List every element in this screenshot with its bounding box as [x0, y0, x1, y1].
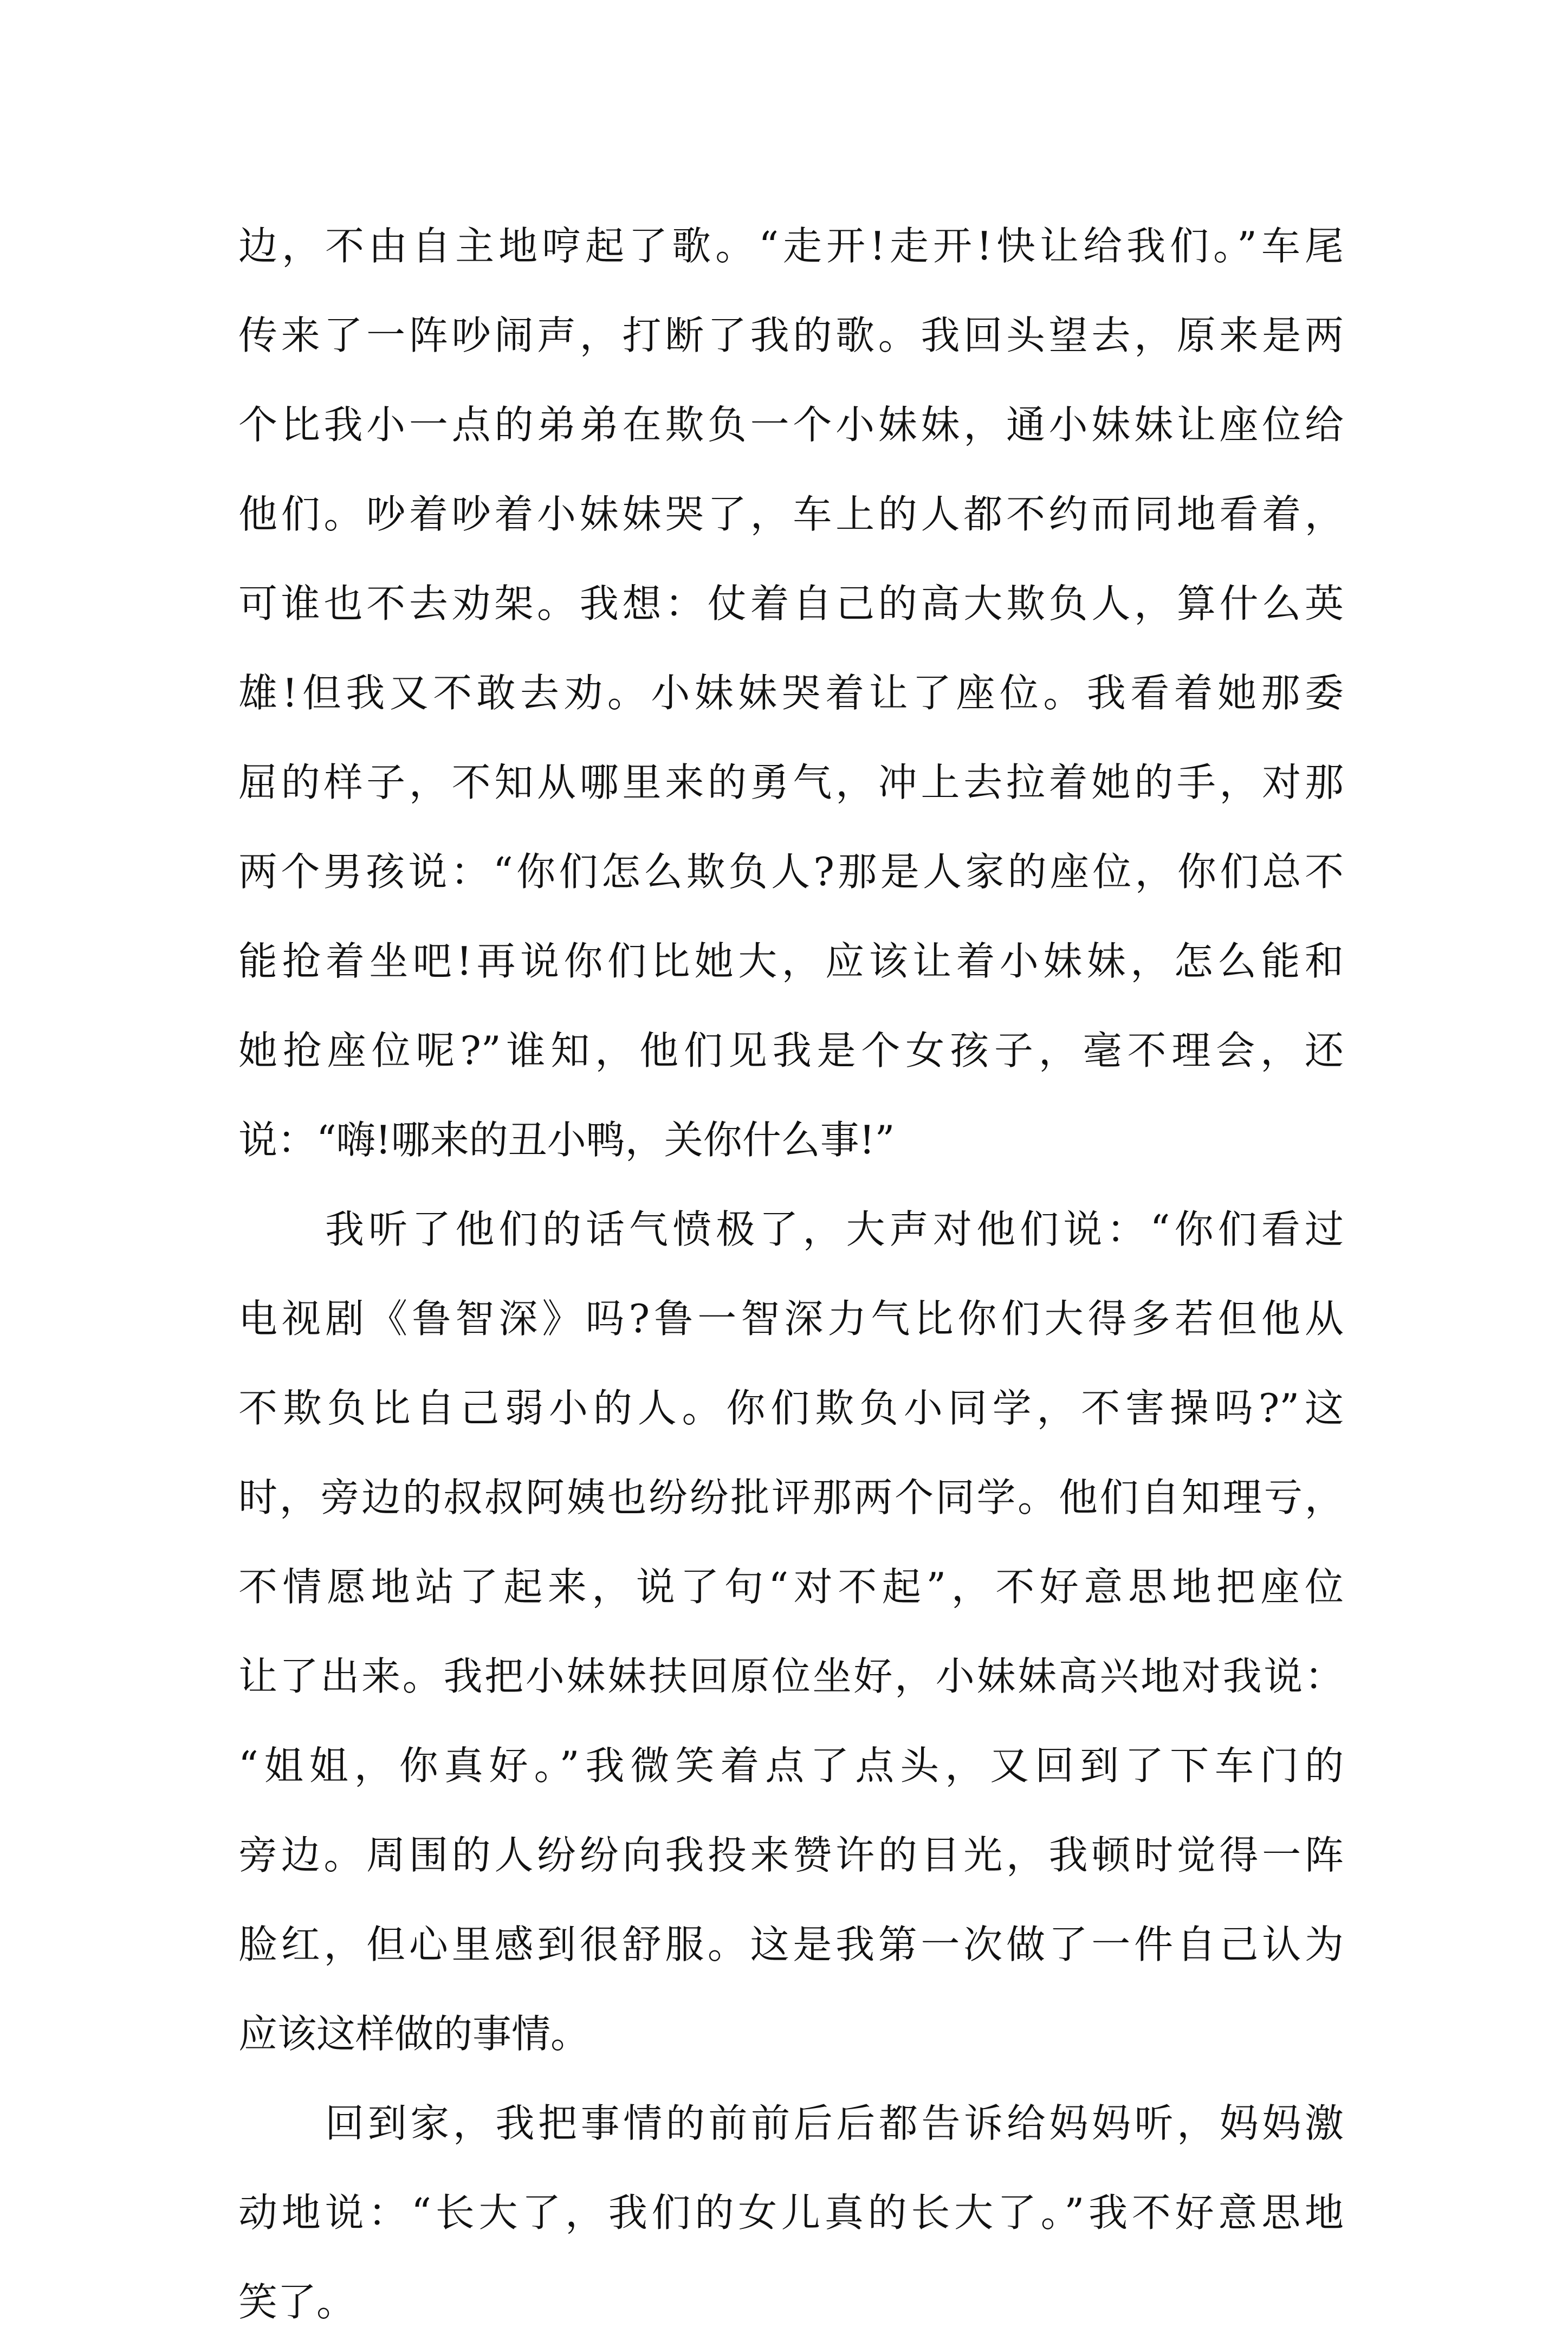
text-line: 他们。吵着吵着小妹妹哭了，车上的人都不约而同地看着，	[238, 491, 1344, 537]
document-body	[238, 202, 1344, 2347]
text-line: 时，旁边的叔叔阿姨也纷纷批评那两个同学。他们自知理亏，	[238, 1475, 1344, 1520]
text-line: 脸红，但心里感到很舒服。这是我第一次做了一件自己认为	[238, 1922, 1344, 1967]
text-line: 回到家，我把事情的前前后后都告诉给妈妈听，妈妈激	[325, 2100, 1344, 2146]
text-line: 不情愿地站了起来，说了句“对不起”，不好意思地把座位	[238, 1564, 1344, 1610]
text-line: 我听了他们的话气愤极了，大声对他们说：“你们看过	[325, 1207, 1344, 1252]
text-line: 屈的样子，不知从哪里来的勇气，冲上去拉着她的手，对那	[238, 760, 1344, 805]
text-line: 两个男孩说：“你们怎么欺负人?那是人家的座位，你们总不	[238, 849, 1344, 894]
paragraph-3	[238, 2079, 1344, 2347]
text-line: 应该这样做的事情。	[238, 2011, 590, 2057]
text-line: 让了出来。我把小妹妹扶回原位坐好，小妹妹高兴地对我说：	[238, 1654, 1344, 1699]
text-line: 不欺负比自己弱小的人。你们欺负小同学，不害操吗?”这	[238, 1385, 1344, 1431]
text-line: 传来了一阵吵闹声，打断了我的歌。我回头望去，原来是两	[238, 313, 1344, 358]
text-line: 个比我小一点的弟弟在欺负一个小妹妹，通小妹妹让座位给	[238, 402, 1344, 448]
text-line: 边，不由自主地哼起了歌。“走开!走开!快让给我们。”车尾	[238, 223, 1344, 269]
paragraph-1	[238, 202, 1344, 1185]
text-line: 她抢座位呢?”谁知，他们见我是个女孩子，毫不理会，还	[238, 1028, 1344, 1073]
text-line: 雄!但我又不敢去劝。小妹妹哭着让了座位。我看着她那委	[238, 670, 1344, 716]
text-line: 电视剧《鲁智深》吗?鲁一智深力气比你们大得多若但他从	[238, 1296, 1344, 1341]
paragraph-2	[238, 1185, 1344, 2079]
text-line: 旁边。周围的人纷纷向我投来赞许的目光，我顿时觉得一阵	[238, 1832, 1344, 1878]
text-line: 能抢着坐吧!再说你们比她大，应该让着小妹妹，怎么能和	[238, 938, 1344, 984]
text-line: 动地说：“长大了，我们的女儿真的长大了。”我不好意思地	[238, 2190, 1344, 2235]
text-line: “姐姐，你真好。”我微笑着点了点头，又回到了下车门的	[238, 1743, 1344, 1788]
text-line: 可谁也不去劝架。我想：仗着自己的高大欺负人，算什么英	[238, 581, 1344, 626]
text-line: 说：“嗨!哪来的丑小鸭，关你什么事!”	[238, 1117, 895, 1163]
text-line: 笑了。	[238, 2279, 356, 2325]
